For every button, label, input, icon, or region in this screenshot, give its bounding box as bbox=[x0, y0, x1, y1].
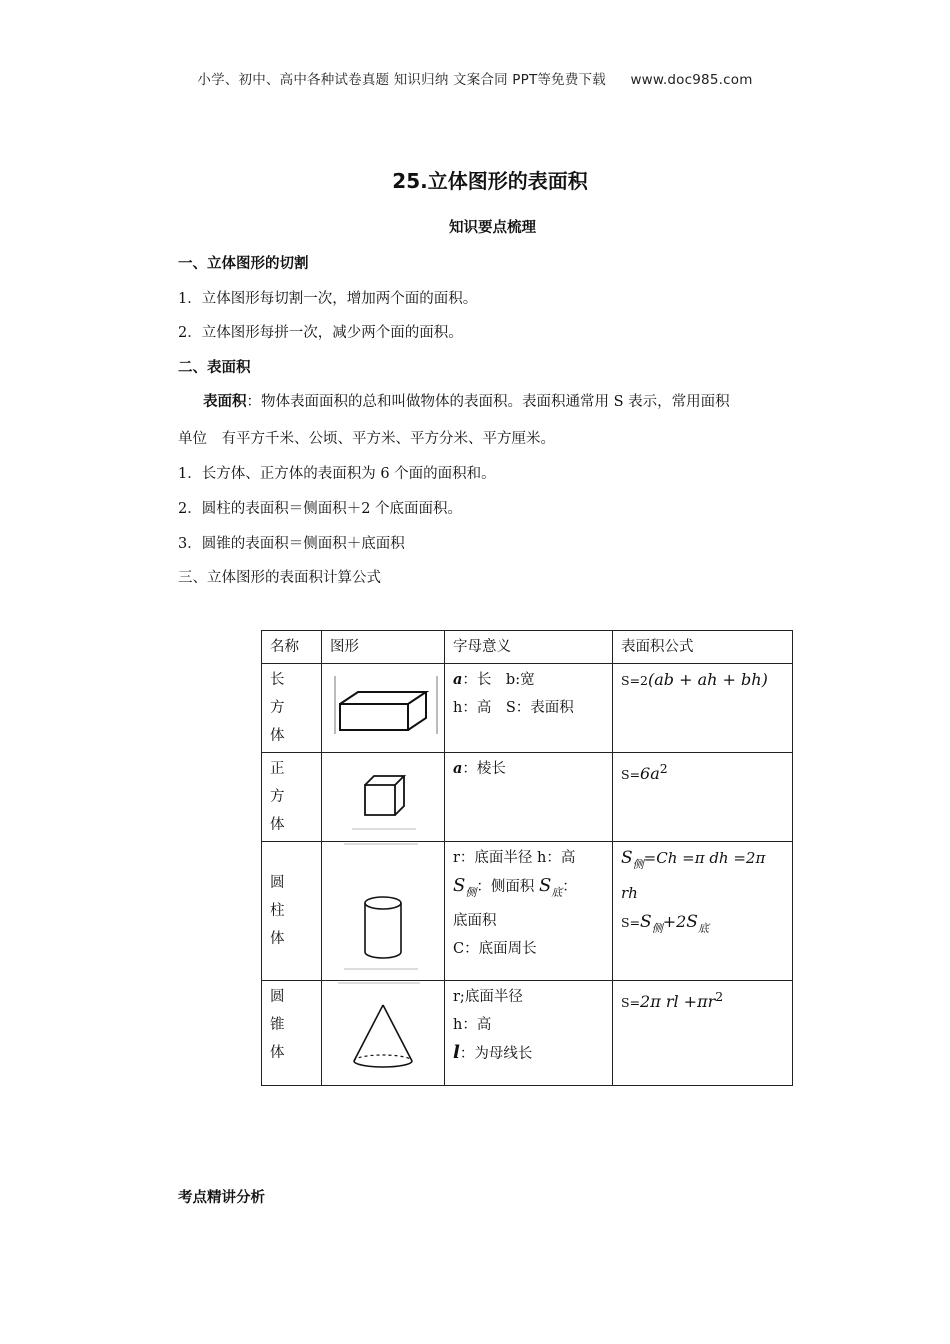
header-site[interactable]: www.doc985.com bbox=[630, 72, 753, 88]
header-meaning: 字母意义 bbox=[445, 631, 613, 664]
row-name: 圆 柱 体 bbox=[262, 842, 322, 981]
cube-shape bbox=[328, 754, 438, 830]
header-shape: 图形 bbox=[322, 631, 445, 664]
page-header bbox=[0, 68, 950, 88]
table-header-row bbox=[262, 631, 793, 664]
definition-term: 表面积 bbox=[203, 394, 247, 410]
section1-heading: 一、立体图形的切割 bbox=[178, 256, 309, 272]
shape-cell bbox=[322, 664, 445, 753]
section2-definition bbox=[203, 390, 730, 411]
row-formula: $S=6a^2$ bbox=[613, 753, 793, 842]
row-formula: S=2(ab + ah + bh) bbox=[613, 664, 793, 753]
header-text: 小学、初中、高中各种试卷真题 知识归纳 文案合同 PPT等免费下载 bbox=[197, 72, 606, 88]
shape-cell bbox=[322, 981, 445, 1086]
section2-item-2: 2．圆柱的表面积＝侧面积＋2 个底面面积。 bbox=[178, 501, 463, 517]
row-formula: S=2π rl $+\pi r^2$ bbox=[613, 981, 793, 1086]
section1-item-2: 2．立体图形每拼一次，减少两个面的面积。 bbox=[178, 325, 463, 341]
row-name: 圆 锥 体 bbox=[262, 981, 322, 1086]
section2-definition-cont: 单位 有平方千米、公顷、平方米、平方分米、平方厘米。 bbox=[178, 431, 555, 447]
row-name: 长 方 体 bbox=[262, 664, 322, 753]
cuboid-shape bbox=[328, 670, 438, 736]
shape-cell bbox=[322, 753, 445, 842]
row-formula: $S_侧=Ch =\pi$ dh =2π rh $S=S_侧+2S_底$ bbox=[613, 842, 793, 981]
section2-item-1: 1．长方体、正方体的表面积为 6 个面的面积和。 bbox=[178, 466, 496, 482]
table-row bbox=[262, 842, 793, 981]
row-meaning: r：底面半径 h：高 $S_侧$：侧面积 $S_底$： 底面积 C：底面周长 bbox=[445, 842, 613, 981]
cone-shape bbox=[328, 981, 438, 1075]
formula-table bbox=[261, 630, 793, 1086]
row-meaning: a：长 b:宽 h：高 S：表面积 bbox=[445, 664, 613, 753]
table-row bbox=[262, 664, 793, 753]
shape-cell bbox=[322, 842, 445, 981]
table-row bbox=[262, 981, 793, 1086]
section2-heading: 二、表面积 bbox=[178, 360, 251, 376]
table-row bbox=[262, 753, 793, 842]
section2-item-3: 3．圆锥的表面积＝侧面积＋底面积 bbox=[178, 536, 405, 552]
row-meaning: a：棱长 bbox=[445, 753, 613, 842]
section3-heading: 三、立体图形的表面积计算公式 bbox=[178, 570, 381, 586]
row-meaning: r;底面半径 h：高 l：为母线长 bbox=[445, 981, 613, 1086]
header-formula: 表面积公式 bbox=[613, 631, 793, 664]
footer-heading: 考点精讲分析 bbox=[178, 1190, 265, 1206]
page-subtitle: 知识要点梳理 bbox=[449, 220, 536, 236]
page-title: 25.立体图形的表面积 bbox=[392, 169, 588, 193]
row-name: 正 方 体 bbox=[262, 753, 322, 842]
header-name: 名称 bbox=[262, 631, 322, 664]
section1-item-1: 1．立体图形每切割一次，增加两个面的面积。 bbox=[178, 291, 478, 307]
cylinder-shape bbox=[328, 842, 438, 970]
definition-text: ：物体表面面积的总和叫做物体的表面积。表面积通常用 S 表示，常用面积 bbox=[246, 394, 730, 410]
